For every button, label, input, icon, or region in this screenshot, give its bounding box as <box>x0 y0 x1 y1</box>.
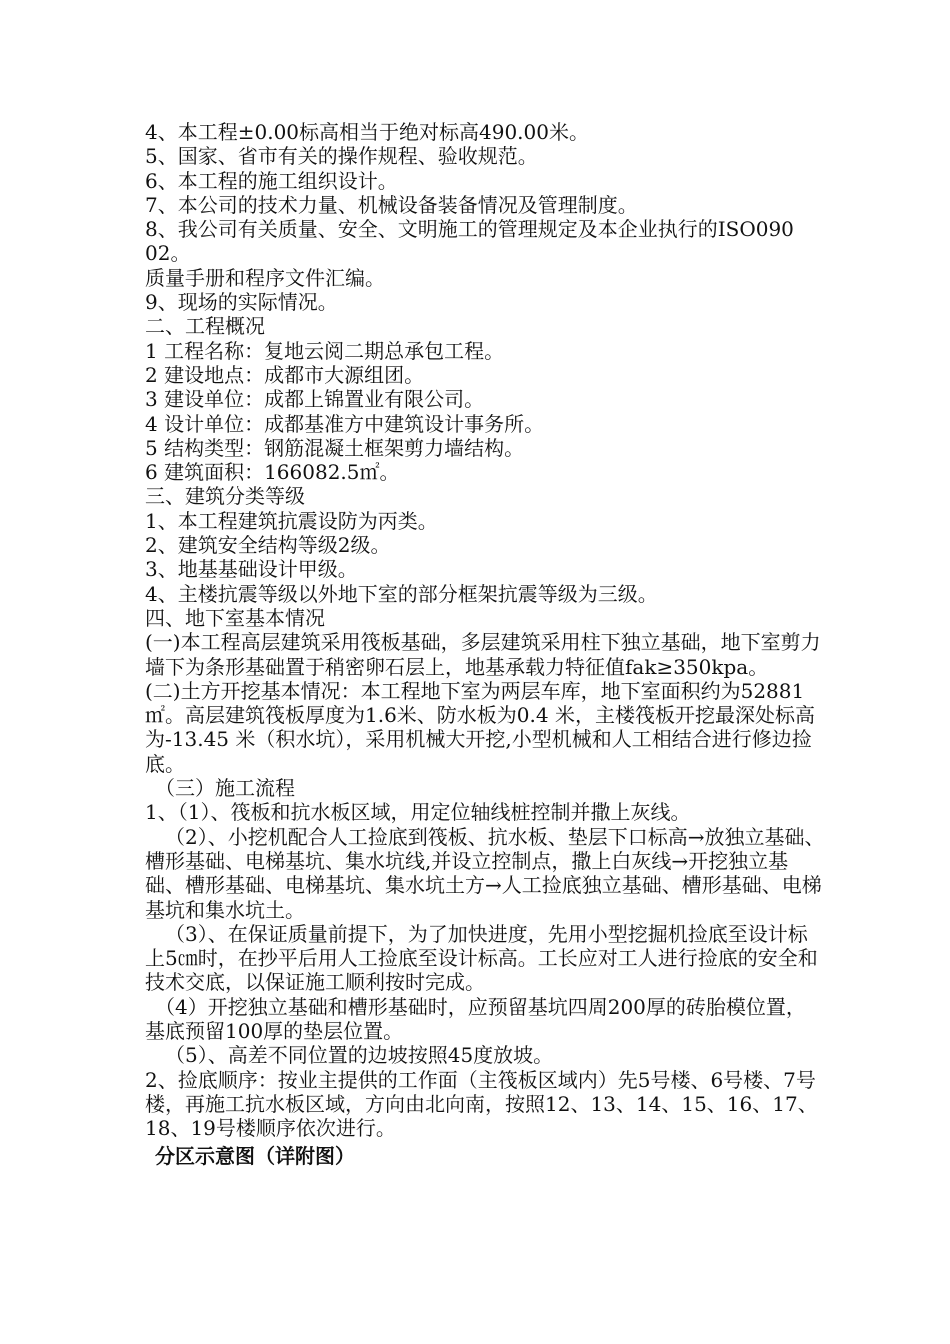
structure-type-item: 5 结构类型：钢筋混凝土框架剪力墙结构。 <box>145 435 525 460</box>
basis-item-6: 6、本工程的施工组织设计。 <box>145 168 398 193</box>
building-area-item: 6 建筑面积：166082.5㎡。 <box>145 460 400 485</box>
construction-flow-heading: （三）施工流程 <box>155 776 295 801</box>
zoning-figure-caption: 分区示意图（详附图） <box>155 1144 355 1169</box>
section-3-heading: 三、建筑分类等级 <box>145 484 305 509</box>
basis-item-7: 7、本公司的技术力量、机械设备装备情况及管理制度。 <box>145 192 638 217</box>
flow-step-5: （5）、高差不同位置的边坡按照45度放坡。 <box>165 1043 554 1068</box>
flow-step-4: （4）开挖独立基础和槽形基础时，应预留基坑四周200厚的砖胎模位置，基底预留100厚的垫层位置。 <box>145 994 806 1043</box>
classification-item-1: 1、本工程建筑抗震设防为丙类。 <box>145 508 438 533</box>
basis-item-8: 8、我公司有关质量、安全、文明施工的管理规定及本企业执行的ISO09002。 <box>145 217 794 266</box>
project-location-item: 2 建设地点：成都市大源组团。 <box>145 362 425 387</box>
classification-item-4: 4、主楼抗震等级以外地下室的部分框架抗震等级为三级。 <box>145 581 658 606</box>
excavation-order-paragraph: 2、捡底顺序：按业主提供的工作面（主筏板区域内）先5号楼、6号楼、7号楼，再施工抗水板区域，方向由北向南，按照12、13、14、15、16、17、18、19号楼顺序依次进行。 <box>145 1067 818 1141</box>
classification-item-2: 2、建筑安全结构等级2级。 <box>145 533 391 558</box>
excavation-paragraph: (二)土方开挖基本情况：本工程地下室为两层车库，地下室面积约为52881㎡。高层建筑筏板厚度为1.6米、防水板为0.4 米，主楼筏板开挖最深处标高为-13.45 米（积水坑），采用机械大开挖,小型机械和人工相结合进行修边捡底。 <box>145 678 815 776</box>
document-body <box>145 120 825 1169</box>
basis-item-8-continued: 质量手册和程序文件汇编。 <box>145 265 385 290</box>
classification-item-3: 3、地基基础设计甲级。 <box>145 557 358 582</box>
project-name-item: 1 工程名称：复地云阅二期总承包工程。 <box>145 338 505 363</box>
section-4-heading: 四、地下室基本情况 <box>145 605 325 630</box>
basis-item-9: 9、现场的实际情况。 <box>145 290 338 315</box>
flow-step-1: 1、（1）、筏板和抗水板区域，用定位轴线桩控制并撒上灰线。 <box>145 800 691 825</box>
section-2-heading: 二、工程概况 <box>145 314 265 339</box>
foundation-paragraph: (一)本工程高层建筑采用筏板基础，多层建筑采用柱下独立基础，地下室剪力墙下为条形基础置于稍密卵石层上，地基承载力特征值fak≥350kpa。 <box>145 630 821 679</box>
designer-item: 4 设计单位：成都基准方中建筑设计事务所。 <box>145 411 545 436</box>
flow-step-2: （2）、小挖机配合人工捡底到筏板、抗水板、垫层下口标高→放独立基础、槽形基础、电梯基坑、集水坑线,并设立控制点，撒上白灰线→开挖独立基础、槽形基础、电梯基坑、集水坑土方→人工捡底独立基础、槽形基础、电梯基坑和集水坑土。 <box>145 824 825 922</box>
flow-step-3: （3）、在保证质量前提下，为了加快进度，先用小型挖掘机捡底至设计标上5㎝时，在抄平后用人工捡底至设计标高。工长应对工人进行捡底的安全和技术交底，以保证施工顺利按时完成。 <box>145 921 818 995</box>
basis-item-5: 5、国家、省市有关的操作规程、验收规范。 <box>145 144 538 169</box>
basis-item-4: 4、本工程±0.00标高相当于绝对标高490.00米。 <box>145 120 589 144</box>
developer-item: 3 建设单位：成都上锦置业有限公司。 <box>145 387 485 412</box>
